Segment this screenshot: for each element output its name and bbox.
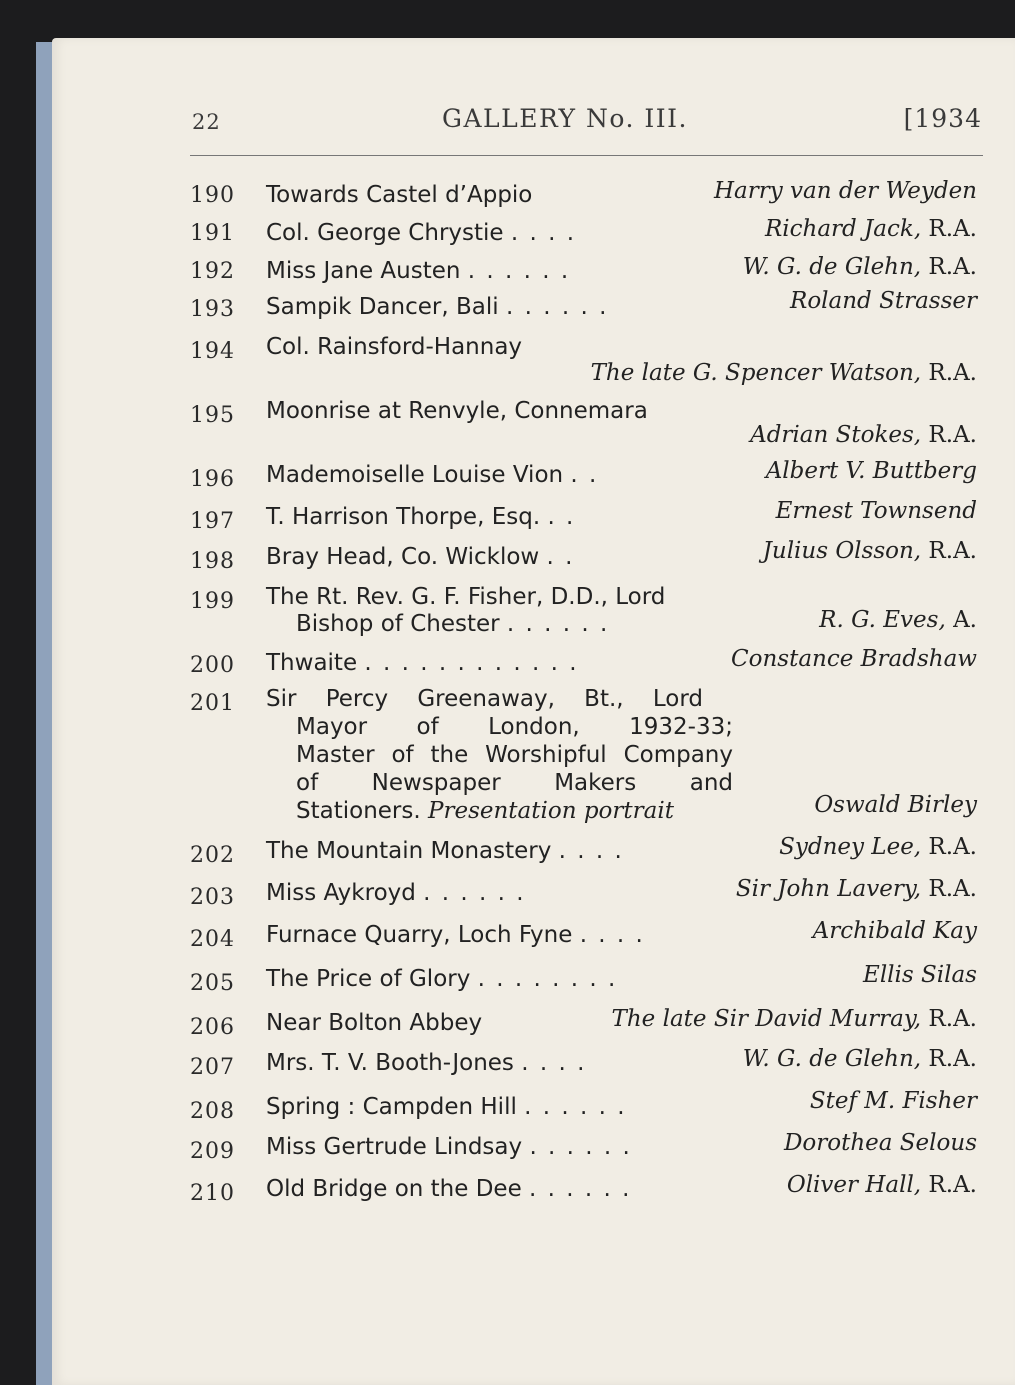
entry-title: T. Harrison Thorpe, Esq. . . <box>266 504 576 530</box>
entry-number: 209 <box>190 1139 235 1164</box>
entry-title-continued: Bishop of Chester . . . . . . <box>296 611 610 637</box>
entry-number: 190 <box>190 183 235 208</box>
entry-artist: Dorothea Selous <box>783 1130 977 1156</box>
entry-title: Mrs. T. V. Booth-Jones . . . . <box>266 1050 587 1076</box>
entry-title: Col. George Chrystie . . . . <box>266 220 577 246</box>
entry-title: Spring : Campden Hill . . . . . . <box>266 1094 627 1120</box>
page-header <box>192 104 982 144</box>
entry-number: 201 <box>190 691 235 716</box>
entry-artist: Stef M. Fisher <box>809 1088 977 1114</box>
entry-title: The Price of Glory . . . . . . . . <box>266 966 618 992</box>
entry-number: 191 <box>190 221 235 246</box>
entry-title: Sampik Dancer, Bali . . . . . . <box>266 294 609 320</box>
entry-number: 203 <box>190 885 235 910</box>
entry-title: The Mountain Monastery . . . . <box>266 838 624 864</box>
entry-number: 208 <box>190 1099 235 1124</box>
entry-title: Mademoiselle Louise Vion . . <box>266 462 599 488</box>
entry-title: Thwaite . . . . . . . . . . . . <box>266 650 579 676</box>
entry-artist: Ellis Silas <box>863 962 977 988</box>
entry-artist: R. G. Eves, A. <box>819 607 977 633</box>
entry-number: 198 <box>190 549 235 574</box>
entry-number: 205 <box>190 971 235 996</box>
entry-artist: Ernest Townsend <box>775 498 977 524</box>
entry-title: Old Bridge on the Dee . . . . . . <box>266 1176 632 1202</box>
entry-artist: Oliver Hall, R.A. <box>786 1172 977 1198</box>
entry-number: 193 <box>190 297 235 322</box>
page-number: 22 <box>192 110 221 134</box>
entry-artist: Roland Strasser <box>790 288 977 314</box>
entry-artist: W. G. de Glehn, R.A. <box>742 254 977 280</box>
entry-artist: The late Sir David Murray, R.A. <box>611 1006 977 1032</box>
entry-title: Bray Head, Co. Wicklow . . <box>266 544 575 570</box>
entry-artist: Albert V. Buttberg <box>765 458 977 484</box>
entry-number: 206 <box>190 1015 235 1040</box>
entry-number: 196 <box>190 467 235 492</box>
entry-number: 207 <box>190 1055 235 1080</box>
entry-artist: Julius Olsson, R.A. <box>762 538 977 564</box>
entry-artist: Adrian Stokes, R.A. <box>750 422 977 448</box>
entry-number: 195 <box>190 403 235 428</box>
entry-title: Miss Jane Austen . . . . . . <box>266 258 571 284</box>
entry-number: 210 <box>190 1181 235 1206</box>
entry-title: Moonrise at Renvyle, Connemara <box>266 398 648 424</box>
entry-artist: Harry van der Weyden <box>713 178 977 204</box>
entry-title: Furnace Quarry, Loch Fyne . . . . <box>266 922 645 948</box>
entry-title: Miss Gertrude Lindsay . . . . . . <box>266 1134 632 1160</box>
gallery-title: GALLERY No. III. <box>442 104 688 133</box>
header-rule <box>190 155 983 156</box>
entry-title-continued: Mayor of London, 1932-33; <box>296 714 733 740</box>
entry-title: Col. Rainsford-Hannay <box>266 334 523 360</box>
entry-title-continued: Stationers. Presentation portrait <box>296 798 674 824</box>
entry-number: 197 <box>190 509 235 534</box>
entry-number: 199 <box>190 589 235 614</box>
entry-artist: W. G. de Glehn, R.A. <box>742 1046 977 1072</box>
entry-title: The Rt. Rev. G. F. Fisher, D.D., Lord <box>266 584 666 610</box>
year-label: [1934 <box>903 104 982 133</box>
entry-artist: Sydney Lee, R.A. <box>779 834 977 860</box>
entry-number: 200 <box>190 653 235 678</box>
entry-artist: Oswald Birley <box>814 792 977 818</box>
entry-artist: Richard Jack, R.A. <box>764 216 977 242</box>
entry-number: 202 <box>190 843 235 868</box>
entry-number: 204 <box>190 927 235 952</box>
entry-title-continued: of Newspaper Makers and <box>296 770 733 796</box>
entry-title: Towards Castel d’Appio <box>266 182 533 208</box>
entry-artist: Archibald Kay <box>812 918 977 944</box>
entry-artist: Constance Bradshaw <box>731 646 977 672</box>
entry-title: Miss Aykroyd . . . . . . <box>266 880 526 906</box>
entry-number: 194 <box>190 339 235 364</box>
entry-title: Sir Percy Greenaway, Bt., Lord <box>266 686 703 712</box>
entry-title: Near Bolton Abbey <box>266 1010 483 1036</box>
entry-number: 192 <box>190 259 235 284</box>
entry-artist: The late G. Spencer Watson, R.A. <box>590 360 977 386</box>
entry-artist: Sir John Lavery, R.A. <box>735 876 977 902</box>
entry-title-continued: Master of the Worshipful Company <box>296 742 733 768</box>
